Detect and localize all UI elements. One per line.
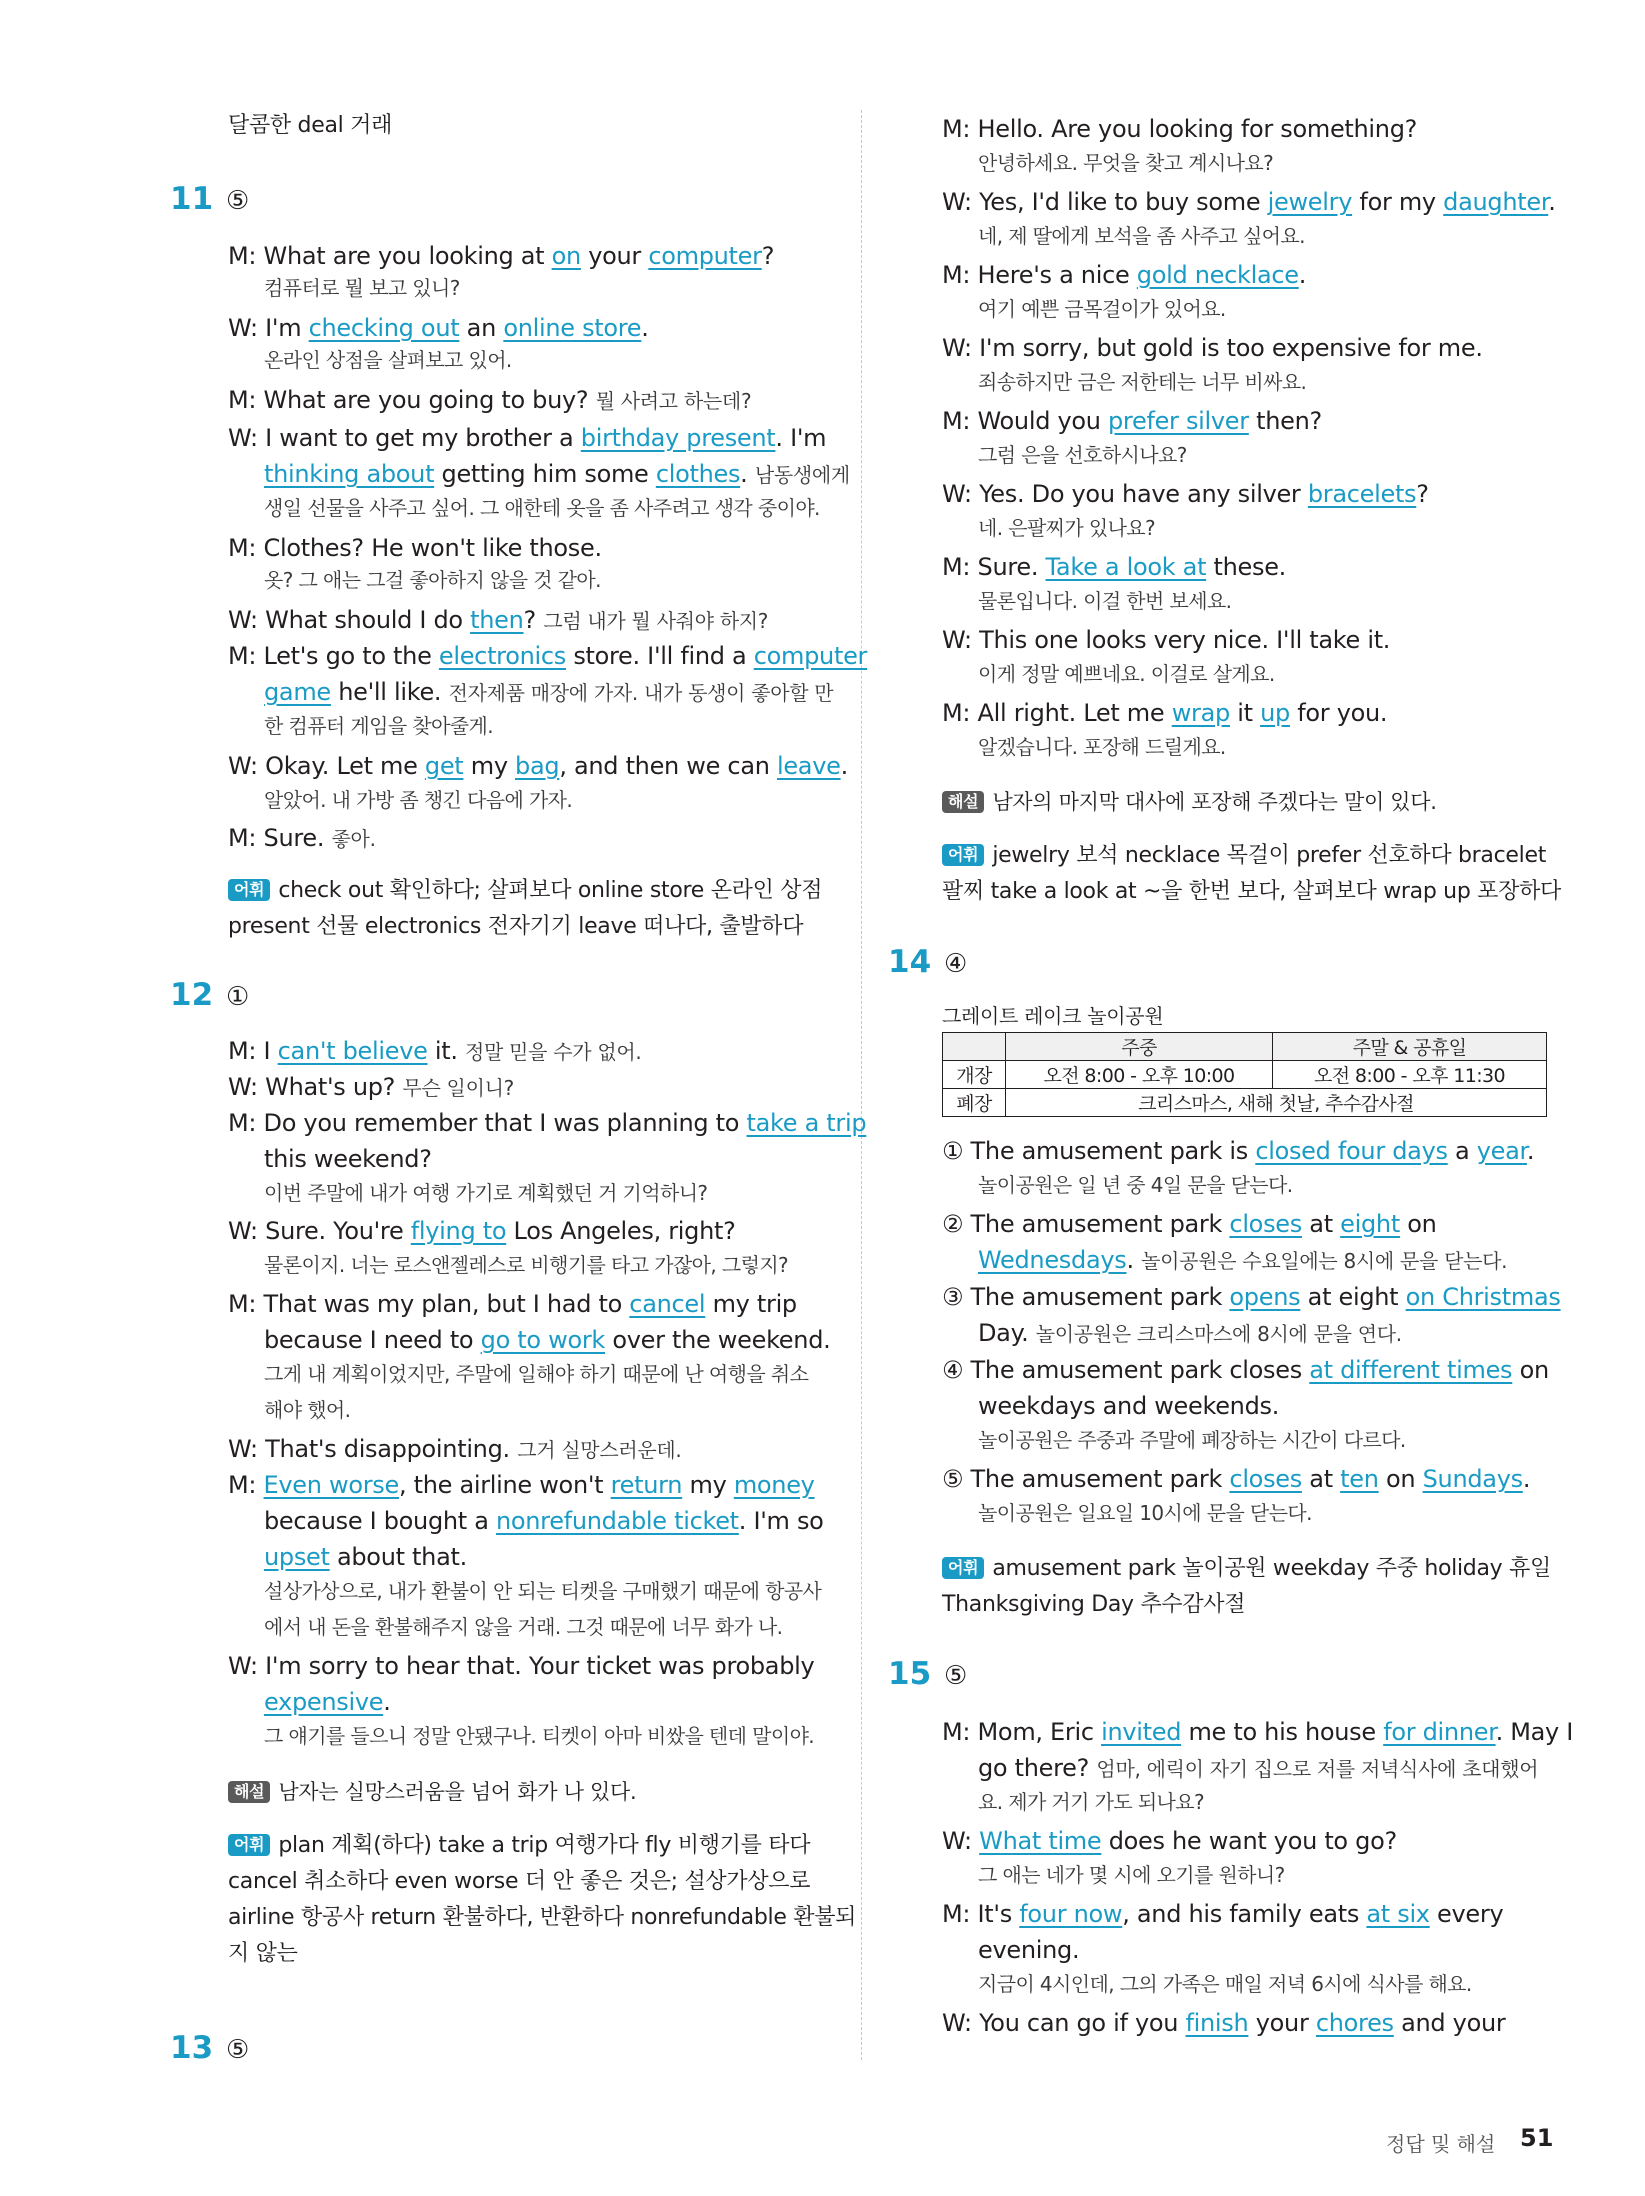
column-divider	[861, 110, 862, 2060]
q15-line: evening.	[978, 1936, 1080, 1964]
q12-explanation: 해설 남자는 실망스러움을 넘어 화가 나 있다.	[228, 1776, 636, 1808]
q13-line: M: Would you prefer silver then?	[942, 407, 1322, 435]
q15-translation: 그 애는 네가 몇 시에 오기를 원하니?	[978, 1863, 1285, 1887]
q14-option: ② The amusement park closes at eight on	[942, 1210, 1437, 1238]
q12-line: because I bought a nonrefundable ticket. I'm so	[264, 1507, 824, 1535]
vocab-tag: 어휘	[942, 844, 984, 866]
q13-translation: 이게 정말 예쁘네요. 이걸로 살게요.	[978, 662, 1275, 686]
page-number: 51	[1520, 2124, 1554, 2152]
footer-label: 정답 및 해설	[1386, 2132, 1496, 2156]
q14-number: 14	[888, 944, 932, 980]
table-cell: 개장	[943, 1061, 1006, 1089]
q11-vocab: present 선물 electronics 전자기기 leave 떠나다, 출발하다	[228, 914, 804, 939]
q15-number: 15	[888, 1656, 932, 1692]
q12-line: W: That's disappointing. 그거 실망스러운데.	[228, 1435, 682, 1463]
q13-translation: 안녕하세요. 무엇을 찾고 계시나요?	[978, 151, 1274, 175]
q11-line: M: Let's go to the electronics store. I'll find a computer	[228, 642, 868, 670]
table-row	[943, 1061, 1547, 1089]
q11-line: game he'll like. 전자제품 매장에 가자. 내가 동생이 좋아할 만	[264, 678, 834, 706]
q11-number: 11	[170, 181, 214, 217]
q14-option: ① The amusement park is closed four days a year.	[942, 1137, 1535, 1165]
q15-line: M: It's four now, and his family eats at six every	[942, 1900, 1504, 1928]
table-cell: 주중	[1006, 1033, 1273, 1061]
q14-option: ⑤ The amusement park closes at ten on Sundays.	[942, 1465, 1531, 1493]
q13-line: W: I'm sorry, but gold is too expensive for me.	[942, 334, 1483, 362]
q14-option: Day. 놀이공원은 크리스마스에 8시에 문을 연다.	[978, 1319, 1402, 1347]
q13-line: M: Hello. Are you looking for something?	[942, 115, 1418, 143]
q14-translation: 놀이공원은 일요일 10시에 문을 닫는다.	[978, 1501, 1312, 1525]
q14-vocab: 어휘 amusement park 놀이공원 weekday 주중 holiday 휴일	[942, 1553, 1551, 1585]
q13-line: M: All right. Let me wrap it up for you.	[942, 699, 1388, 727]
q13-line: W: Yes. Do you have any silver bracelets?	[942, 480, 1429, 508]
q13-line: W: This one looks very nice. I'll take it.	[942, 626, 1391, 654]
vocab-tag: 어휘	[942, 1557, 984, 1579]
q11-line: M: What are you going to buy? 뭘 사려고 하는데?	[228, 386, 752, 414]
table-cell: 폐장	[943, 1089, 1006, 1117]
q12-line: W: What's up? 무슨 일이니?	[228, 1073, 514, 1101]
q13-vocab: 팔찌 take a look at ~을 한번 보다, 살펴보다 wrap up 포장하다	[942, 879, 1561, 904]
q12-vocab: 지 않는	[228, 1941, 298, 1966]
q12-line: expensive.	[264, 1688, 391, 1716]
q11-translation: 한 컴퓨터 게임을 찾아줄게.	[264, 714, 493, 738]
q11-translation: 컴퓨터로 뭘 보고 있니?	[264, 276, 460, 300]
q12-line: W: Sure. You're flying to Los Angeles, right?	[228, 1217, 736, 1245]
q11-translation: 온라인 상점을 살펴보고 있어.	[264, 348, 512, 372]
table-cell	[943, 1033, 1006, 1061]
q11-line: M: What are you looking at on your computer?	[228, 242, 775, 270]
q14-answer: ④	[944, 949, 968, 979]
table-cell: 크리스마스, 새해 첫날, 추수감사절	[1006, 1089, 1547, 1117]
vocab-tag: 어휘	[228, 1834, 270, 1856]
q11-translation: 알았어. 내 가방 좀 챙긴 다음에 가자.	[264, 788, 573, 812]
schedule-table	[942, 1032, 1547, 1117]
q14-translation: 놀이공원은 주중과 주말에 폐장하는 시간이 다르다.	[978, 1428, 1406, 1452]
q14-vocab: Thanksgiving Day 추수감사절	[942, 1592, 1246, 1617]
q14-option: ③ The amusement park opens at eight on Christmas	[942, 1283, 1561, 1311]
q11-line: W: I want to get my brother a birthday present. I'm	[228, 424, 827, 452]
q15-line: M: Mom, Eric invited me to his house for dinner. May I	[942, 1718, 1574, 1746]
q13-explanation: 해설 남자의 마지막 대사에 포장해 주겠다는 말이 있다.	[942, 786, 1437, 818]
q13-translation: 네. 은팔찌가 있나요?	[978, 516, 1156, 540]
q11-line: thinking about getting him some clothes. 남동생에게	[264, 460, 850, 488]
q15-translation: 요. 제가 거기 가도 되나요?	[978, 1790, 1205, 1814]
q14-option: Wednesdays. 놀이공원은 수요일에는 8시에 문을 닫는다.	[978, 1246, 1508, 1274]
table-row	[943, 1089, 1547, 1117]
q13-translation: 알겠습니다. 포장해 드릴게요.	[978, 735, 1226, 759]
q13-vocab: 어휘 jewelry 보석 necklace 목걸이 prefer 선호하다 bracelet	[942, 840, 1546, 872]
vocab-tag: 어휘	[228, 879, 270, 901]
q12-translation: 그 얘기를 들으니 정말 안됐구나. 티켓이 아마 비쌌을 텐데 말이야.	[264, 1724, 815, 1748]
q13-answer: ⑤	[226, 2035, 250, 2065]
q11-translation: 생일 선물을 사주고 싶어. 그 애한테 옷을 좀 사주려고 생각 중이야.	[264, 496, 820, 520]
q15-line: go there? 엄마, 에릭이 자기 집으로 저를 저녁식사에 초대했어	[978, 1754, 1539, 1782]
q14-translation: 놀이공원은 일 년 중 4일 문을 닫는다.	[978, 1173, 1293, 1197]
q12-line: M: Do you remember that I was planning to take a trip	[228, 1109, 867, 1137]
q12-line: M: That was my plan, but I had to cancel my trip	[228, 1290, 797, 1318]
q15-answer: ⑤	[944, 1661, 968, 1691]
q15-line: W: You can go if you finish your chores and your	[942, 2009, 1506, 2037]
q13-line: W: Yes, I'd like to buy some jewelry for my daughter.	[942, 188, 1556, 216]
q12-translation: 해야 했어.	[264, 1398, 351, 1422]
q12-line: W: I'm sorry to hear that. Your ticket was probably	[228, 1652, 815, 1680]
q12-translation: 이번 주말에 내가 여행 가기로 계획했던 거 기억하니?	[264, 1181, 708, 1205]
q15-translation: 지금이 4시인데, 그의 가족은 매일 저녁 6시에 식사를 해요.	[978, 1972, 1472, 1996]
q12-vocab: cancel 취소하다 even worse 더 안 좋은 것은; 설상가상으로	[228, 1869, 811, 1894]
q12-line: this weekend?	[264, 1145, 432, 1173]
q12-vocab: 어휘 plan 계획(하다) take a trip 여행가다 fly 비행기를 타다	[228, 1830, 810, 1862]
q12-line: M: I can't believe it. 정말 믿을 수가 없어.	[228, 1037, 642, 1065]
q13-translation: 네, 제 딸에게 보석을 좀 사주고 싶어요.	[978, 224, 1305, 248]
q12-line: M: Even worse, the airline won't return my money	[228, 1471, 815, 1499]
q14-option: weekdays and weekends.	[978, 1392, 1280, 1420]
q12-number: 12	[170, 977, 214, 1013]
q13-number: 13	[170, 2030, 214, 2066]
q13-translation: 물론입니다. 이걸 한번 보세요.	[978, 589, 1232, 613]
q11-line: M: Sure. 좋아.	[228, 824, 376, 852]
q12-translation: 그게 내 계획이었지만, 주말에 일해야 하기 때문에 난 여행을 취소	[264, 1362, 809, 1386]
q12-line: because I need to go to work over the weekend.	[264, 1326, 831, 1354]
q12-translation: 물론이지. 너는 로스앤젤레스로 비행기를 타고 가잖아, 그렇지?	[264, 1253, 789, 1277]
q13-translation: 죄송하지만 금은 저한테는 너무 비싸요.	[978, 370, 1307, 394]
q11-line: M: Clothes? He won't like those.	[228, 534, 602, 562]
q15-line: W: What time does he want you to go?	[942, 1827, 1397, 1855]
q11-vocab: 어휘 check out 확인하다; 살펴보다 online store 온라인 상점	[228, 875, 822, 907]
q12-vocab: airline 항공사 return 환불하다, 반환하다 nonrefundable 환불되	[228, 1905, 857, 1930]
table-title: 그레이트 레이크 놀이공원	[942, 1004, 1164, 1028]
q11-line: W: Okay. Let me get my bag, and then we can leave.	[228, 752, 848, 780]
top-note: 달콤한 deal 거래	[228, 113, 393, 138]
q13-line: M: Here's a nice gold necklace.	[942, 261, 1307, 289]
q12-translation: 에서 내 돈을 환불해주지 않을 거래. 그것 때문에 너무 화가 나.	[264, 1615, 783, 1639]
table-cell: 주말 & 공휴일	[1273, 1033, 1547, 1061]
q11-answer: ⑤	[226, 186, 250, 216]
q11-line: W: I'm checking out an online store.	[228, 314, 649, 342]
q13-line: M: Sure. Take a look at these.	[942, 553, 1287, 581]
q11-line: W: What should I do then? 그럼 내가 뭘 사줘야 하지?	[228, 606, 769, 634]
q11-translation: 옷? 그 애는 그걸 좋아하지 않을 것 같아.	[264, 568, 601, 592]
q12-answer: ①	[226, 982, 250, 1012]
q12-line: upset about that.	[264, 1543, 467, 1571]
q14-option: ④ The amusement park closes at different times on	[942, 1356, 1549, 1384]
q12-translation: 설상가상으로, 내가 환불이 안 되는 티켓을 구매했기 때문에 항공사	[264, 1579, 822, 1603]
q13-translation: 그럼 은을 선호하시나요?	[978, 443, 1187, 467]
explanation-tag: 해설	[942, 791, 984, 813]
table-cell: 오전 8:00 - 오후 10:00	[1006, 1061, 1273, 1089]
table-cell: 오전 8:00 - 오후 11:30	[1273, 1061, 1547, 1089]
table-row	[943, 1033, 1547, 1061]
explanation-tag: 해설	[228, 1781, 270, 1803]
q13-translation: 여기 예쁜 금목걸이가 있어요.	[978, 297, 1226, 321]
